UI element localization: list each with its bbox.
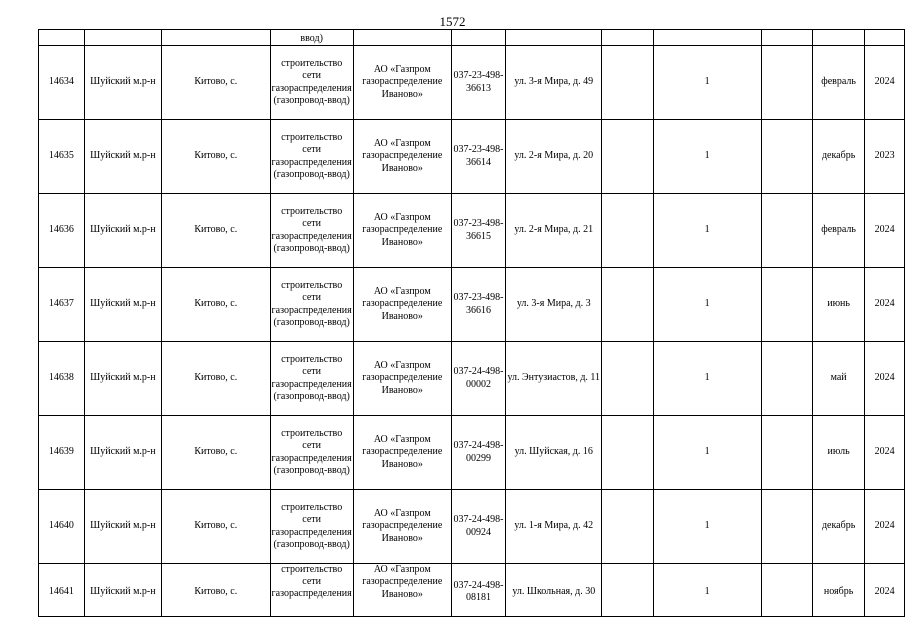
code-cell: 037-24-498-00299 bbox=[451, 416, 505, 490]
table-row bbox=[39, 490, 905, 564]
count-cell: 1 bbox=[653, 120, 761, 194]
table-row bbox=[39, 268, 905, 342]
row-id-cell: 14641 bbox=[39, 564, 85, 617]
row-id-cell: 14639 bbox=[39, 416, 85, 490]
year-cell: 2024 bbox=[865, 268, 905, 342]
empty-cell bbox=[602, 416, 654, 490]
month-cell: декабрь bbox=[813, 490, 865, 564]
work-type-cell: строительство сети газораспределения (газопровод-ввод) bbox=[270, 194, 353, 268]
work-type-cell: строительство сети газораспределения (газопровод-ввод) bbox=[270, 416, 353, 490]
organization-cell: АО «Газпром газораспределение Иваново» bbox=[353, 46, 451, 120]
registry-table bbox=[38, 29, 905, 617]
address-cell: ул. 3-я Мира, д. 49 bbox=[506, 46, 602, 120]
year-cell: 2024 bbox=[865, 342, 905, 416]
row-id-cell: 14637 bbox=[39, 268, 85, 342]
table-row bbox=[39, 342, 905, 416]
month-cell: май bbox=[813, 342, 865, 416]
address-cell: ул. Энтузиастов, д. 11 bbox=[506, 342, 602, 416]
address-cell: ул. 2-я Мира, д. 20 bbox=[506, 120, 602, 194]
organization-cell: АО «Газпром газораспределение Иваново» bbox=[353, 268, 451, 342]
row-id-cell: 14640 bbox=[39, 490, 85, 564]
count-cell: 1 bbox=[653, 416, 761, 490]
work-type-cell: строительство сети газораспределения (газопровод-ввод) bbox=[270, 342, 353, 416]
year-cell: 2024 bbox=[865, 194, 905, 268]
year-cell: 2024 bbox=[865, 46, 905, 120]
month-cell: июнь bbox=[813, 268, 865, 342]
district-cell: Шуйский м.р-н bbox=[84, 490, 161, 564]
locality-cell: Китово, с. bbox=[162, 194, 270, 268]
code-cell: 037-24-498-08181 bbox=[451, 564, 505, 617]
table-row bbox=[39, 46, 905, 120]
code-cell: 037-23-498-36615 bbox=[451, 194, 505, 268]
code-cell: 037-23-498-36614 bbox=[451, 120, 505, 194]
district-cell: Шуйский м.р-н bbox=[84, 342, 161, 416]
work-type-cell: строительство сети газораспределения (газопровод-ввод) bbox=[270, 120, 353, 194]
row-id-cell: 14638 bbox=[39, 342, 85, 416]
work-type-cell: строительство сети газораспределения (газопровод-ввод) bbox=[270, 490, 353, 564]
organization-cell: АО «Газпром газораспределение Иваново» bbox=[353, 120, 451, 194]
year-cell: 2024 bbox=[865, 564, 905, 617]
empty-cell bbox=[602, 120, 654, 194]
empty-cell bbox=[602, 46, 654, 120]
month-cell: февраль bbox=[813, 46, 865, 120]
locality-cell: Китово, с. bbox=[162, 490, 270, 564]
table-row bbox=[39, 194, 905, 268]
count-cell: 1 bbox=[653, 194, 761, 268]
empty-cell bbox=[761, 416, 813, 490]
work-type-cell: строительство сети газораспределения bbox=[270, 564, 353, 617]
empty-cell bbox=[761, 342, 813, 416]
month-cell: ноябрь bbox=[813, 564, 865, 617]
code-cell: 037-23-498-36616 bbox=[451, 268, 505, 342]
month-cell: декабрь bbox=[813, 120, 865, 194]
address-cell: ул. 2-я Мира, д. 21 bbox=[506, 194, 602, 268]
count-cell: 1 bbox=[653, 342, 761, 416]
address-cell: ул. 3-я Мира, д. 3 bbox=[506, 268, 602, 342]
table-row bbox=[39, 120, 905, 194]
empty-cell bbox=[761, 194, 813, 268]
address-cell: ул. Шуйская, д. 16 bbox=[506, 416, 602, 490]
organization-cell: АО «Газпром газораспределение Иваново» bbox=[353, 564, 451, 617]
address-cell: ул. Школьная, д. 30 bbox=[506, 564, 602, 617]
table-row bbox=[39, 416, 905, 490]
locality-cell: Китово, с. bbox=[162, 416, 270, 490]
district-cell: Шуйский м.р-н bbox=[84, 46, 161, 120]
count-cell: 1 bbox=[653, 268, 761, 342]
locality-cell: Китово, с. bbox=[162, 46, 270, 120]
row-id-cell: 14634 bbox=[39, 46, 85, 120]
year-cell: 2024 bbox=[865, 490, 905, 564]
work-type-cell: ввод) bbox=[270, 30, 353, 46]
empty-cell bbox=[761, 490, 813, 564]
page-number: 1572 bbox=[439, 14, 466, 29]
empty-cell bbox=[761, 268, 813, 342]
locality-cell: Китово, с. bbox=[162, 342, 270, 416]
empty-cell bbox=[602, 194, 654, 268]
organization-cell: АО «Газпром газораспределение Иваново» bbox=[353, 194, 451, 268]
empty-cell bbox=[602, 490, 654, 564]
row-id-cell: 14636 bbox=[39, 194, 85, 268]
district-cell: Шуйский м.р-н bbox=[84, 194, 161, 268]
work-type-cell: строительство сети газораспределения (газопровод-ввод) bbox=[270, 268, 353, 342]
locality-cell: Китово, с. bbox=[162, 564, 270, 617]
year-cell: 2023 bbox=[865, 120, 905, 194]
organization-cell: АО «Газпром газораспределение Иваново» bbox=[353, 416, 451, 490]
empty-cell bbox=[761, 46, 813, 120]
district-cell: Шуйский м.р-н bbox=[84, 416, 161, 490]
empty-cell bbox=[602, 268, 654, 342]
count-cell: 1 bbox=[653, 564, 761, 617]
district-cell: Шуйский м.р-н bbox=[84, 268, 161, 342]
locality-cell: Китово, с. bbox=[162, 268, 270, 342]
code-cell: 037-23-498-36613 bbox=[451, 46, 505, 120]
table-row-continued bbox=[39, 30, 905, 46]
work-type-cell: строительство сети газораспределения (газопровод-ввод) bbox=[270, 46, 353, 120]
locality-cell: Китово, с. bbox=[162, 120, 270, 194]
organization-cell: АО «Газпром газораспределение Иваново» bbox=[353, 490, 451, 564]
month-cell: февраль bbox=[813, 194, 865, 268]
table-row bbox=[39, 564, 905, 617]
district-cell: Шуйский м.р-н bbox=[84, 564, 161, 617]
empty-cell bbox=[761, 120, 813, 194]
address-cell: ул. 1-я Мира, д. 42 bbox=[506, 490, 602, 564]
code-cell: 037-24-498-00002 bbox=[451, 342, 505, 416]
code-cell: 037-24-498-00924 bbox=[451, 490, 505, 564]
month-cell: июль bbox=[813, 416, 865, 490]
empty-cell bbox=[761, 564, 813, 617]
count-cell: 1 bbox=[653, 46, 761, 120]
year-cell: 2024 bbox=[865, 416, 905, 490]
district-cell: Шуйский м.р-н bbox=[84, 120, 161, 194]
count-cell: 1 bbox=[653, 490, 761, 564]
organization-cell: АО «Газпром газораспределение Иваново» bbox=[353, 342, 451, 416]
row-id-cell: 14635 bbox=[39, 120, 85, 194]
empty-cell bbox=[602, 564, 654, 617]
empty-cell bbox=[602, 342, 654, 416]
